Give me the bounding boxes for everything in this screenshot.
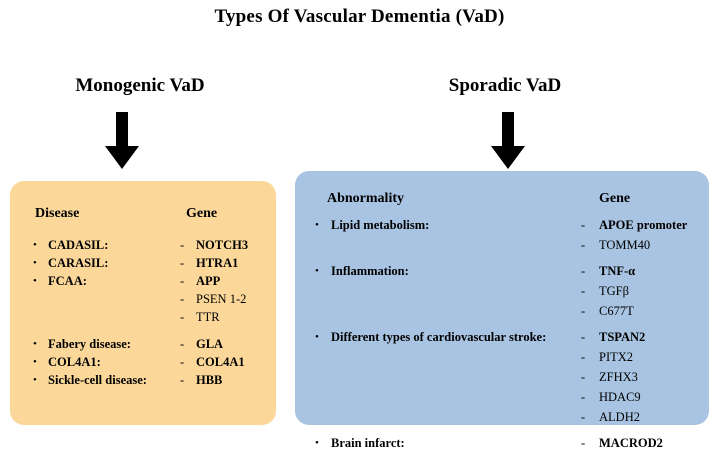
- gene-label: TTR: [196, 310, 220, 324]
- item-label: Inflammation:: [331, 264, 409, 278]
- list-item: [24, 274, 274, 292]
- dash-separator: -: [581, 436, 586, 450]
- item-label: CADASIL:: [48, 238, 109, 252]
- item-label: Different types of cardiovascular stroke:: [331, 330, 547, 344]
- item-label: Lipid metabolism:: [331, 218, 430, 232]
- dash-separator: -: [180, 292, 185, 306]
- list-spacer: [24, 328, 274, 337]
- gene-label: TOMM40: [599, 238, 651, 252]
- dash-separator: -: [581, 350, 586, 364]
- gene-label: PSEN 1-2: [196, 292, 247, 306]
- monogenic-panel: [10, 181, 276, 425]
- gene-label: TNF-α: [599, 264, 636, 278]
- gene-label: HBB: [196, 373, 223, 387]
- dash-separator: -: [581, 390, 586, 404]
- sporadic-list: [309, 218, 709, 456]
- item-label: CARASIL:: [48, 256, 109, 270]
- dash-separator: -: [581, 330, 586, 344]
- gene-label: PITX2: [599, 350, 634, 364]
- page-title: Types Of Vascular Dementia (VaD): [214, 6, 505, 27]
- list-item: [309, 436, 709, 456]
- dash-separator: -: [180, 238, 185, 252]
- list-item: [24, 292, 274, 310]
- gene-label: APOE promoter: [599, 218, 688, 232]
- list-item: [309, 330, 709, 350]
- sporadic-header-gene: Gene: [599, 191, 631, 206]
- down-arrow-icon: [103, 112, 141, 170]
- list-item: [24, 373, 274, 391]
- dash-separator: -: [180, 274, 185, 288]
- bullet-icon: •: [33, 338, 37, 350]
- dash-separator: -: [180, 355, 185, 369]
- item-label: Sickle-cell disease:: [48, 373, 147, 387]
- sporadic-header-abnormality: Abnormality: [327, 191, 404, 206]
- list-item: [309, 238, 709, 258]
- dash-separator: -: [581, 238, 586, 252]
- list-item: [309, 410, 709, 430]
- bullet-icon: •: [315, 219, 319, 231]
- list-item: [309, 284, 709, 304]
- list-item: [24, 310, 274, 328]
- dash-separator: -: [581, 218, 586, 232]
- gene-label: C677T: [599, 304, 634, 318]
- list-item: [309, 350, 709, 370]
- list-item: [309, 390, 709, 410]
- dash-separator: -: [180, 256, 185, 270]
- monogenic-header-gene: Gene: [186, 206, 218, 221]
- dash-separator: -: [180, 310, 185, 324]
- gene-label: ALDH2: [599, 410, 640, 424]
- bullet-icon: •: [315, 265, 319, 277]
- gene-label: COL4A1: [196, 355, 245, 369]
- dash-separator: -: [581, 304, 586, 318]
- list-item: [24, 337, 274, 355]
- bullet-icon: •: [33, 374, 37, 386]
- gene-label: HDAC9: [599, 390, 641, 404]
- dash-separator: -: [581, 370, 586, 384]
- sporadic-heading: Sporadic VaD: [448, 75, 562, 96]
- gene-label: NOTCH3: [196, 238, 249, 252]
- monogenic-header-disease: Disease: [35, 206, 80, 221]
- list-item: [24, 238, 274, 256]
- list-item: [309, 370, 709, 390]
- gene-label: TGFβ: [599, 284, 629, 298]
- dash-separator: -: [581, 410, 586, 424]
- sporadic-panel: [295, 171, 709, 450]
- dash-separator: -: [180, 373, 185, 387]
- gene-label: GLA: [196, 337, 224, 351]
- list-item: [309, 264, 709, 284]
- bullet-icon: •: [33, 356, 37, 368]
- bullet-icon: •: [315, 331, 319, 343]
- bullet-icon: •: [33, 275, 37, 287]
- gene-label: APP: [196, 274, 221, 288]
- gene-label: ZFHX3: [599, 370, 638, 384]
- monogenic-heading: Monogenic VaD: [75, 75, 205, 96]
- bullet-icon: •: [33, 239, 37, 251]
- list-item: [24, 256, 274, 274]
- item-label: Brain infarct:: [331, 436, 405, 450]
- item-label: COL4A1:: [48, 355, 101, 369]
- list-item: [24, 355, 274, 373]
- gene-label: HTRA1: [196, 256, 239, 270]
- item-label: Fabery disease:: [48, 337, 131, 351]
- bullet-icon: •: [33, 257, 37, 269]
- list-item: [309, 218, 709, 238]
- gene-label: MACROD2: [599, 436, 663, 450]
- list-item: [309, 304, 709, 324]
- dash-separator: -: [581, 284, 586, 298]
- bullet-icon: •: [315, 437, 319, 449]
- item-label: FCAA:: [48, 274, 87, 288]
- gene-label: TSPAN2: [599, 330, 646, 344]
- monogenic-list: [24, 238, 274, 391]
- dash-separator: -: [581, 264, 586, 278]
- down-arrow-icon: [489, 112, 527, 170]
- dash-separator: -: [180, 337, 185, 351]
